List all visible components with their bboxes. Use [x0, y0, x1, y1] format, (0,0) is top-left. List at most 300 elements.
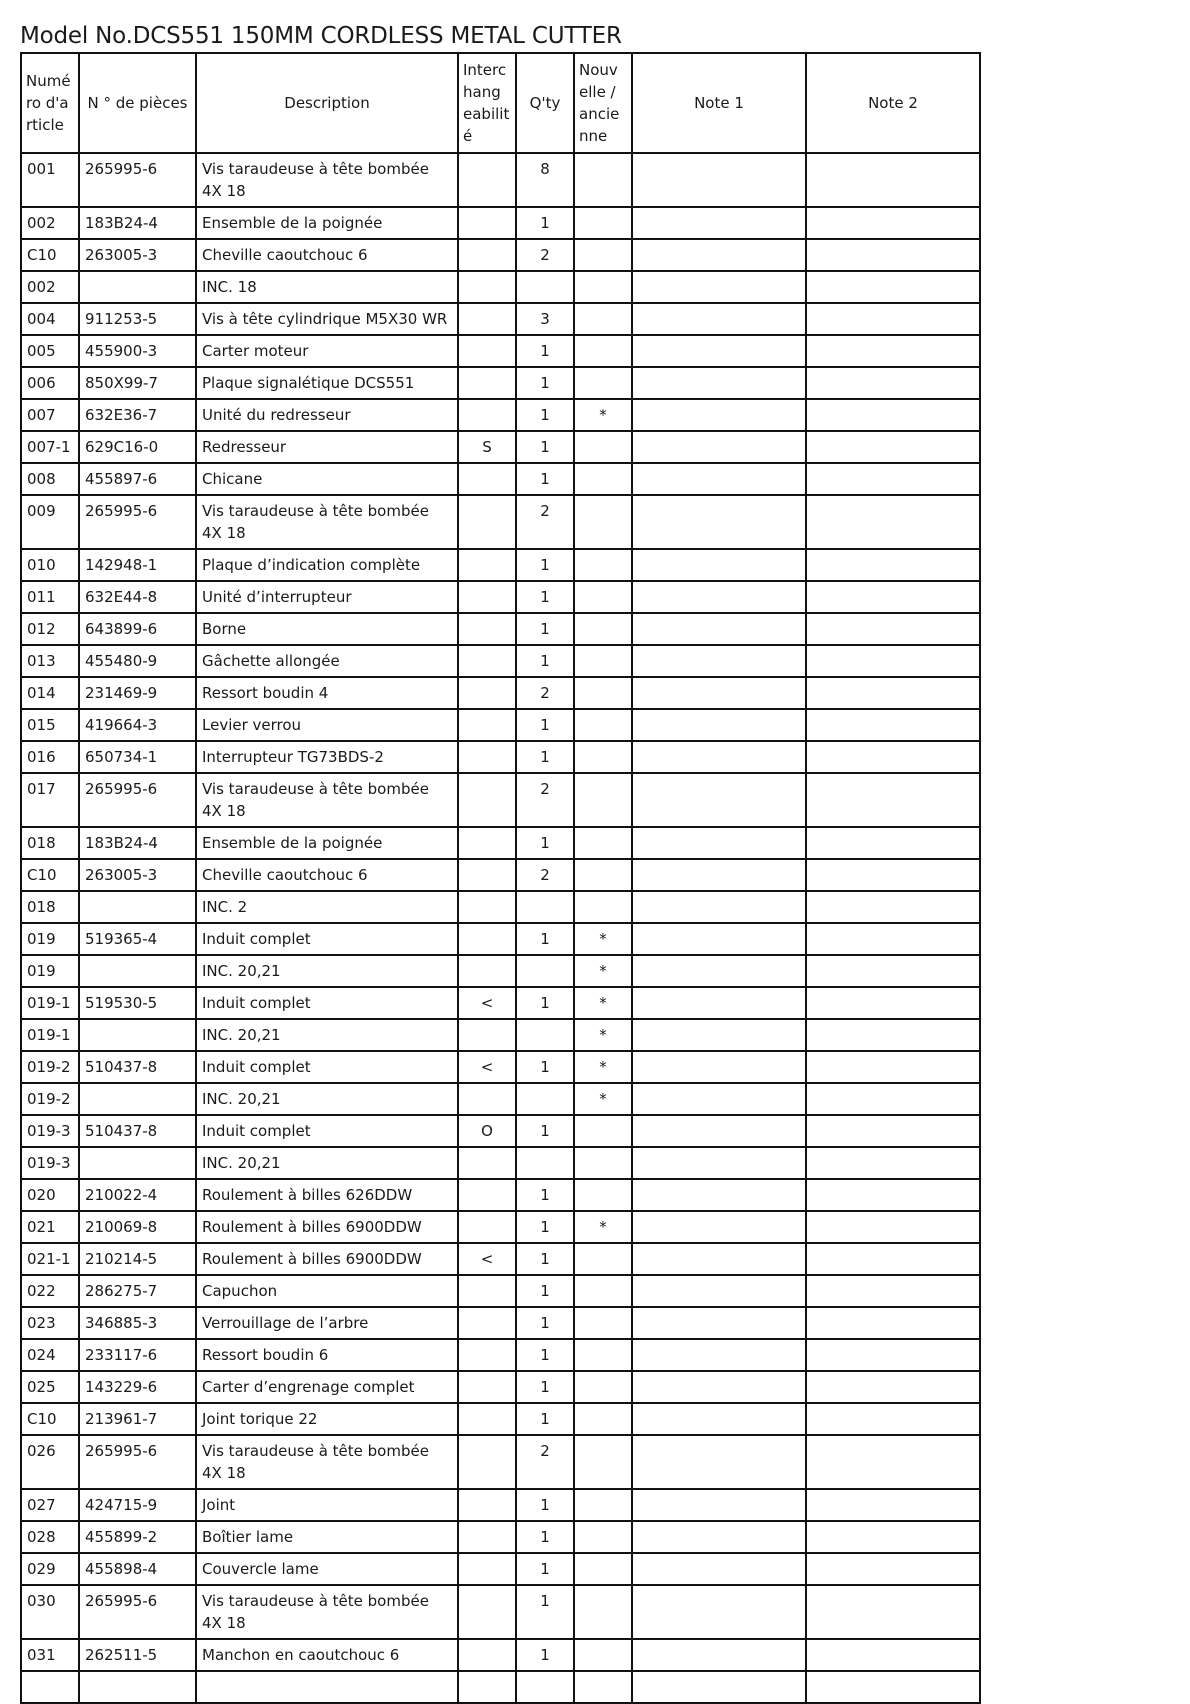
- cell-note-1: [632, 207, 806, 239]
- cell-description: Verrouillage de l’arbre: [196, 1307, 458, 1339]
- cell-note-1: [632, 709, 806, 741]
- cell-note-2: [806, 1585, 980, 1639]
- cell-note-2: [806, 1051, 980, 1083]
- cell-note-1: [632, 613, 806, 645]
- cell-item-number: 019-3: [21, 1115, 79, 1147]
- cell-note-1: [632, 741, 806, 773]
- table-row: [21, 303, 980, 335]
- cell-item-number: 019-3: [21, 1147, 79, 1179]
- cell-note-2: [806, 1179, 980, 1211]
- cell-note-2: [806, 1403, 980, 1435]
- table-row: [21, 955, 980, 987]
- cell-interchangeability: [458, 1179, 516, 1211]
- cell-note-1: [632, 859, 806, 891]
- cell-note-2: [806, 1339, 980, 1371]
- cell-qty: 1: [516, 709, 574, 741]
- cell-note-2: [806, 463, 980, 495]
- cell-qty: 1: [516, 1339, 574, 1371]
- table-row: [21, 1179, 980, 1211]
- cell-new-old: [574, 741, 632, 773]
- table-row: [21, 1275, 980, 1307]
- cell-note-2: [806, 239, 980, 271]
- cell-interchangeability: [458, 1553, 516, 1585]
- cell-interchangeability: [458, 741, 516, 773]
- table-row: [21, 987, 980, 1019]
- cell-note-1: [632, 1639, 806, 1671]
- table-row: [21, 1639, 980, 1671]
- cell-part-number: 629C16-0: [79, 431, 196, 463]
- cell-note-2: [806, 1275, 980, 1307]
- cell-description: INC. 18: [196, 271, 458, 303]
- cell-qty: [516, 1147, 574, 1179]
- cell-qty: 8: [516, 153, 574, 207]
- cell-item-number: [21, 1671, 79, 1703]
- table-row: [21, 1243, 980, 1275]
- cell-item-number: C10: [21, 239, 79, 271]
- header-part-number: [79, 53, 196, 153]
- cell-description: Ressort boudin 4: [196, 677, 458, 709]
- cell-item-number: C10: [21, 859, 79, 891]
- cell-part-number: 643899-6: [79, 613, 196, 645]
- cell-qty: 1: [516, 1179, 574, 1211]
- cell-qty: 2: [516, 773, 574, 827]
- table-row: [21, 891, 980, 923]
- cell-part-number: 519365-4: [79, 923, 196, 955]
- cell-part-number: 850X99-7: [79, 367, 196, 399]
- cell-note-1: [632, 1521, 806, 1553]
- cell-note-1: [632, 239, 806, 271]
- cell-interchangeability: [458, 613, 516, 645]
- cell-interchangeability: [458, 1639, 516, 1671]
- cell-new-old: [574, 1403, 632, 1435]
- table-row: [21, 1585, 980, 1639]
- cell-part-number: 213961-7: [79, 1403, 196, 1435]
- cell-note-1: [632, 335, 806, 367]
- cell-qty: 1: [516, 645, 574, 677]
- cell-note-2: [806, 1147, 980, 1179]
- cell-note-1: [632, 1435, 806, 1489]
- cell-item-number: 021: [21, 1211, 79, 1243]
- cell-note-1: [632, 271, 806, 303]
- table-row: [21, 335, 980, 367]
- cell-description: Redresseur: [196, 431, 458, 463]
- cell-interchangeability: [458, 207, 516, 239]
- cell-description: Manchon en caoutchouc 6: [196, 1639, 458, 1671]
- header-item-number: [21, 53, 79, 153]
- cell-qty: 1: [516, 1211, 574, 1243]
- cell-interchangeability: [458, 581, 516, 613]
- cell-item-number: C10: [21, 1403, 79, 1435]
- cell-new-old: [574, 549, 632, 581]
- cell-part-number: 210214-5: [79, 1243, 196, 1275]
- table-row: [21, 239, 980, 271]
- table-header-row: [21, 53, 980, 153]
- cell-note-1: [632, 827, 806, 859]
- header-part-number-label: N ° de pièces: [87, 94, 188, 112]
- table-row: [21, 495, 980, 549]
- cell-interchangeability: [458, 303, 516, 335]
- cell-new-old: [574, 859, 632, 891]
- cell-interchangeability: [458, 271, 516, 303]
- cell-part-number: 455480-9: [79, 645, 196, 677]
- cell-qty: 1: [516, 463, 574, 495]
- cell-new-old: [574, 271, 632, 303]
- cell-note-1: [632, 1179, 806, 1211]
- cell-description: INC. 20,21: [196, 1147, 458, 1179]
- cell-item-number: 024: [21, 1339, 79, 1371]
- cell-description: Chicane: [196, 463, 458, 495]
- cell-note-2: [806, 549, 980, 581]
- cell-note-1: [632, 891, 806, 923]
- cell-item-number: 031: [21, 1639, 79, 1671]
- table-row: [21, 773, 980, 827]
- cell-item-number: 015: [21, 709, 79, 741]
- cell-interchangeability: [458, 827, 516, 859]
- header-new-old-label: Nouv elle / ancie nne: [579, 61, 620, 145]
- cell-part-number: 265995-6: [79, 1585, 196, 1639]
- cell-item-number: 018: [21, 891, 79, 923]
- header-qty: [516, 53, 574, 153]
- cell-note-2: [806, 1553, 980, 1585]
- cell-interchangeability: [458, 1371, 516, 1403]
- cell-qty: [516, 1019, 574, 1051]
- header-new-old: [574, 53, 632, 153]
- cell-new-old: [574, 1115, 632, 1147]
- cell-note-1: [632, 923, 806, 955]
- header-description: [196, 53, 458, 153]
- cell-new-old: [574, 335, 632, 367]
- cell-interchangeability: [458, 859, 516, 891]
- cell-note-1: [632, 1671, 806, 1703]
- cell-item-number: 007-1: [21, 431, 79, 463]
- cell-item-number: 016: [21, 741, 79, 773]
- cell-item-number: 014: [21, 677, 79, 709]
- cell-part-number: 210022-4: [79, 1179, 196, 1211]
- parts-table-body: [21, 153, 980, 1703]
- cell-note-2: [806, 891, 980, 923]
- cell-note-1: [632, 463, 806, 495]
- cell-qty: [516, 955, 574, 987]
- cell-item-number: 022: [21, 1275, 79, 1307]
- cell-note-1: [632, 645, 806, 677]
- cell-new-old: [574, 1307, 632, 1339]
- page-title: Model No.DCS551 150MM CORDLESS METAL CUTTER: [20, 23, 622, 49]
- cell-part-number: 265995-6: [79, 153, 196, 207]
- cell-new-old: [574, 1639, 632, 1671]
- cell-new-old: [574, 1671, 632, 1703]
- cell-interchangeability: [458, 923, 516, 955]
- cell-part-number: 143229-6: [79, 1371, 196, 1403]
- cell-part-number: [79, 271, 196, 303]
- cell-item-number: 012: [21, 613, 79, 645]
- cell-part-number: [79, 1083, 196, 1115]
- cell-item-number: 019-2: [21, 1083, 79, 1115]
- cell-description: Joint torique 22: [196, 1403, 458, 1435]
- cell-new-old: [574, 891, 632, 923]
- cell-description: Carter moteur: [196, 335, 458, 367]
- cell-description: Gâchette allongée: [196, 645, 458, 677]
- cell-part-number: 265995-6: [79, 773, 196, 827]
- cell-qty: 1: [516, 367, 574, 399]
- cell-item-number: 002: [21, 271, 79, 303]
- cell-interchangeability: [458, 399, 516, 431]
- cell-description: Couvercle lame: [196, 1553, 458, 1585]
- cell-note-2: [806, 495, 980, 549]
- cell-note-2: [806, 923, 980, 955]
- cell-part-number: 262511-5: [79, 1639, 196, 1671]
- cell-note-2: [806, 581, 980, 613]
- cell-part-number: [79, 891, 196, 923]
- cell-note-1: [632, 955, 806, 987]
- cell-note-1: [632, 1339, 806, 1371]
- cell-note-1: [632, 987, 806, 1019]
- cell-part-number: 510437-8: [79, 1051, 196, 1083]
- cell-item-number: 019: [21, 923, 79, 955]
- cell-description: Carter d’engrenage complet: [196, 1371, 458, 1403]
- cell-note-1: [632, 1275, 806, 1307]
- cell-new-old: [574, 1553, 632, 1585]
- header-note-1: [632, 53, 806, 153]
- cell-item-number: 023: [21, 1307, 79, 1339]
- cell-part-number: [79, 955, 196, 987]
- cell-interchangeability: [458, 239, 516, 271]
- table-row: [21, 1115, 980, 1147]
- cell-note-1: [632, 1083, 806, 1115]
- cell-description: INC. 20,21: [196, 1019, 458, 1051]
- cell-part-number: 183B24-4: [79, 207, 196, 239]
- cell-new-old: [574, 1371, 632, 1403]
- table-row: [21, 1553, 980, 1585]
- cell-new-old: [574, 1435, 632, 1489]
- cell-new-old: [574, 709, 632, 741]
- cell-description: INC. 20,21: [196, 1083, 458, 1115]
- cell-interchangeability: [458, 1435, 516, 1489]
- table-row: [21, 431, 980, 463]
- cell-part-number: 424715-9: [79, 1489, 196, 1521]
- cell-qty: 2: [516, 239, 574, 271]
- cell-new-old: [574, 1489, 632, 1521]
- cell-interchangeability: [458, 1083, 516, 1115]
- cell-part-number: 183B24-4: [79, 827, 196, 859]
- header-note-2-label: Note 2: [868, 94, 918, 112]
- cell-description: Induit complet: [196, 923, 458, 955]
- cell-part-number: 519530-5: [79, 987, 196, 1019]
- table-row: [21, 367, 980, 399]
- table-row: [21, 271, 980, 303]
- cell-qty: 1: [516, 335, 574, 367]
- cell-interchangeability: [458, 1339, 516, 1371]
- cell-new-old: [574, 645, 632, 677]
- cell-item-number: 026: [21, 1435, 79, 1489]
- table-row: [21, 463, 980, 495]
- cell-qty: 1: [516, 1371, 574, 1403]
- cell-description: Induit complet: [196, 987, 458, 1019]
- cell-description: Roulement à billes 626DDW: [196, 1179, 458, 1211]
- cell-note-1: [632, 773, 806, 827]
- cell-new-old: [574, 1339, 632, 1371]
- cell-qty: [516, 1083, 574, 1115]
- cell-item-number: 005: [21, 335, 79, 367]
- cell-description: Cheville caoutchouc 6: [196, 239, 458, 271]
- cell-interchangeability: [458, 645, 516, 677]
- header-note-2: [806, 53, 980, 153]
- cell-interchangeability: [458, 1489, 516, 1521]
- cell-interchangeability: [458, 335, 516, 367]
- cell-part-number: 419664-3: [79, 709, 196, 741]
- table-row: [21, 1147, 980, 1179]
- cell-item-number: 021-1: [21, 1243, 79, 1275]
- cell-interchangeability: [458, 1147, 516, 1179]
- cell-item-number: 009: [21, 495, 79, 549]
- cell-qty: 1: [516, 987, 574, 1019]
- cell-note-1: [632, 1051, 806, 1083]
- cell-description: Vis à tête cylindrique M5X30 WR: [196, 303, 458, 335]
- cell-note-2: [806, 1211, 980, 1243]
- cell-qty: 3: [516, 303, 574, 335]
- cell-new-old: *: [574, 1211, 632, 1243]
- cell-new-old: [574, 153, 632, 207]
- cell-description: Interrupteur TG73BDS-2: [196, 741, 458, 773]
- cell-qty: 1: [516, 827, 574, 859]
- cell-note-1: [632, 549, 806, 581]
- cell-description: Plaque d’indication complète: [196, 549, 458, 581]
- table-row: [21, 1211, 980, 1243]
- cell-part-number: 510437-8: [79, 1115, 196, 1147]
- table-row: [21, 207, 980, 239]
- cell-new-old: [574, 463, 632, 495]
- cell-note-1: [632, 1211, 806, 1243]
- cell-interchangeability: [458, 367, 516, 399]
- cell-part-number: 455900-3: [79, 335, 196, 367]
- cell-note-1: [632, 1147, 806, 1179]
- cell-item-number: 013: [21, 645, 79, 677]
- cell-note-1: [632, 1307, 806, 1339]
- table-row: [21, 549, 980, 581]
- cell-item-number: 025: [21, 1371, 79, 1403]
- cell-new-old: [574, 1243, 632, 1275]
- cell-interchangeability: [458, 495, 516, 549]
- cell-item-number: 019-1: [21, 987, 79, 1019]
- cell-item-number: 011: [21, 581, 79, 613]
- cell-description: Ensemble de la poignée: [196, 207, 458, 239]
- cell-item-number: 019-2: [21, 1051, 79, 1083]
- table-row: [21, 1671, 980, 1703]
- cell-interchangeability: <: [458, 1051, 516, 1083]
- cell-part-number: 265995-6: [79, 1435, 196, 1489]
- cell-new-old: [574, 303, 632, 335]
- cell-description: Vis taraudeuse à tête bombée 4X 18: [196, 773, 458, 827]
- table-row: [21, 1435, 980, 1489]
- cell-qty: 1: [516, 1585, 574, 1639]
- cell-note-2: [806, 1639, 980, 1671]
- cell-qty: 2: [516, 677, 574, 709]
- cell-note-2: [806, 1115, 980, 1147]
- cell-item-number: 017: [21, 773, 79, 827]
- cell-note-2: [806, 613, 980, 645]
- cell-item-number: 019: [21, 955, 79, 987]
- cell-description: Induit complet: [196, 1051, 458, 1083]
- cell-note-2: [806, 1671, 980, 1703]
- cell-new-old: [574, 677, 632, 709]
- cell-new-old: [574, 207, 632, 239]
- cell-description: Roulement à billes 6900DDW: [196, 1243, 458, 1275]
- cell-item-number: 030: [21, 1585, 79, 1639]
- cell-note-1: [632, 431, 806, 463]
- cell-qty: 2: [516, 1435, 574, 1489]
- cell-interchangeability: [458, 677, 516, 709]
- cell-description: Joint: [196, 1489, 458, 1521]
- table-row: [21, 399, 980, 431]
- cell-interchangeability: [458, 709, 516, 741]
- cell-interchangeability: [458, 1307, 516, 1339]
- cell-qty: [516, 271, 574, 303]
- cell-note-2: [806, 1521, 980, 1553]
- cell-description: Vis taraudeuse à tête bombée 4X 18: [196, 495, 458, 549]
- cell-qty: 1: [516, 1639, 574, 1671]
- cell-item-number: 019-1: [21, 1019, 79, 1051]
- cell-part-number: 346885-3: [79, 1307, 196, 1339]
- cell-part-number: 263005-3: [79, 859, 196, 891]
- cell-part-number: 632E36-7: [79, 399, 196, 431]
- cell-note-2: [806, 677, 980, 709]
- cell-item-number: 007: [21, 399, 79, 431]
- cell-description: Plaque signalétique DCS551: [196, 367, 458, 399]
- cell-note-1: [632, 495, 806, 549]
- cell-new-old: [574, 1275, 632, 1307]
- table-row: [21, 827, 980, 859]
- cell-interchangeability: [458, 463, 516, 495]
- cell-note-2: [806, 859, 980, 891]
- cell-qty: 2: [516, 859, 574, 891]
- cell-qty: 1: [516, 613, 574, 645]
- cell-note-1: [632, 1115, 806, 1147]
- cell-part-number: 233117-6: [79, 1339, 196, 1371]
- table-row: [21, 1371, 980, 1403]
- cell-note-1: [632, 1243, 806, 1275]
- cell-note-2: [806, 645, 980, 677]
- cell-part-number: 650734-1: [79, 741, 196, 773]
- cell-note-1: [632, 367, 806, 399]
- cell-note-2: [806, 1307, 980, 1339]
- cell-description: Induit complet: [196, 1115, 458, 1147]
- cell-new-old: *: [574, 923, 632, 955]
- parts-table-container: [20, 52, 981, 1704]
- cell-new-old: [574, 613, 632, 645]
- cell-note-2: [806, 1371, 980, 1403]
- cell-note-2: [806, 987, 980, 1019]
- cell-part-number: 142948-1: [79, 549, 196, 581]
- cell-new-old: [574, 1179, 632, 1211]
- cell-new-old: [574, 773, 632, 827]
- cell-part-number: 911253-5: [79, 303, 196, 335]
- cell-note-2: [806, 827, 980, 859]
- cell-note-2: [806, 1435, 980, 1489]
- cell-qty: 1: [516, 741, 574, 773]
- cell-part-number: 455898-4: [79, 1553, 196, 1585]
- cell-qty: 1: [516, 923, 574, 955]
- cell-interchangeability: [458, 955, 516, 987]
- cell-note-2: [806, 335, 980, 367]
- cell-note-1: [632, 1489, 806, 1521]
- cell-qty: [516, 891, 574, 923]
- cell-description: INC. 20,21: [196, 955, 458, 987]
- cell-description: Ressort boudin 6: [196, 1339, 458, 1371]
- cell-item-number: 020: [21, 1179, 79, 1211]
- cell-new-old: *: [574, 1019, 632, 1051]
- cell-qty: 1: [516, 1275, 574, 1307]
- header-item-number-label: Numé ro d'a rticle: [26, 72, 71, 134]
- cell-note-2: [806, 709, 980, 741]
